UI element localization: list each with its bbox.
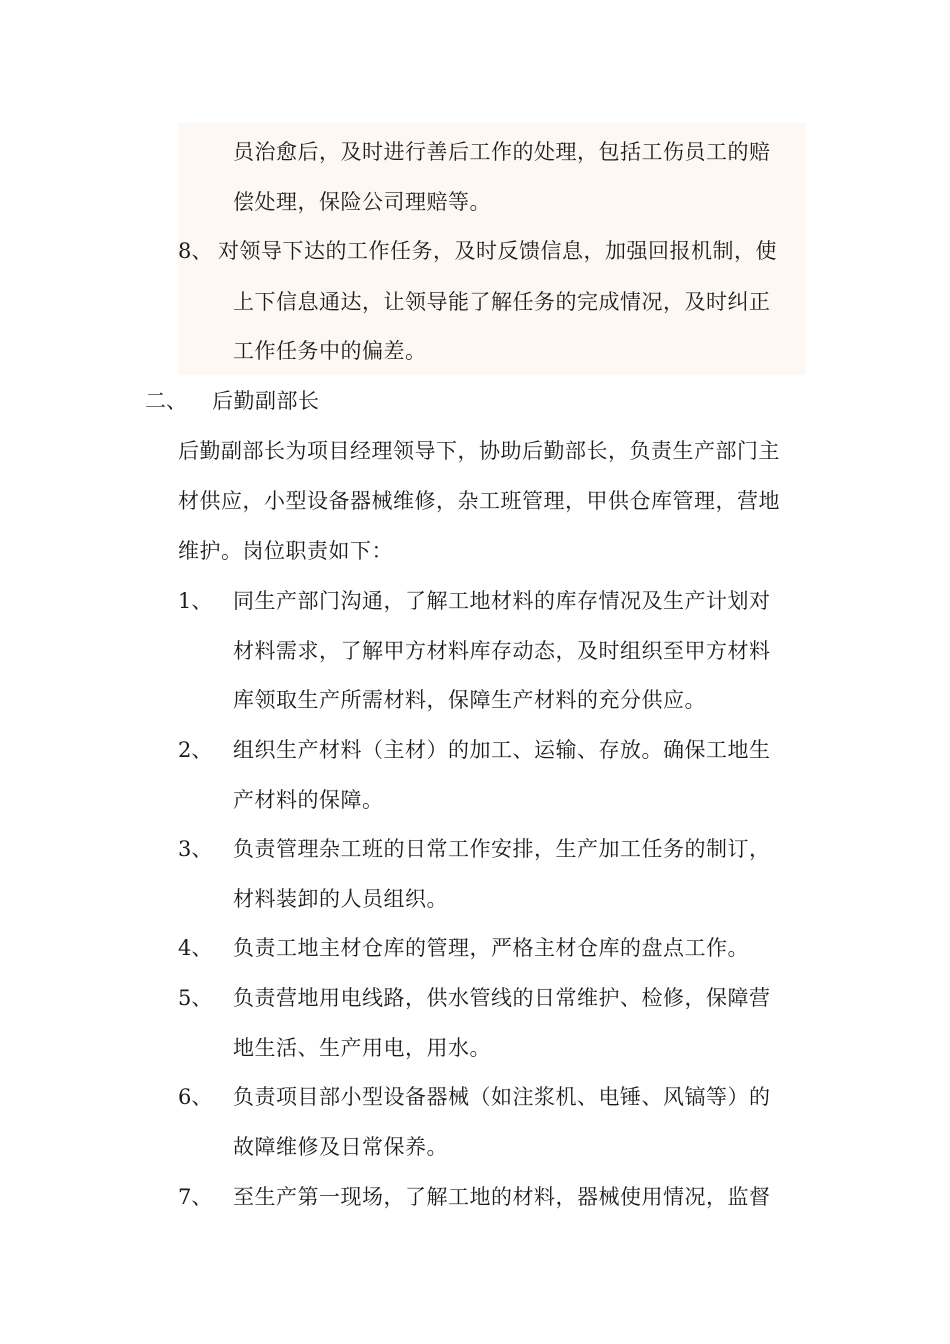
continuation-line-2: 偿处理，保险公司理赔等。 — [233, 190, 491, 214]
duty-1-number: 1、 — [178, 589, 213, 613]
duty-2-number: 2、 — [178, 738, 213, 762]
intro-line-1: 后勤副部长为项目经理领导下，协助后勤部长，负责生产部门主 — [178, 439, 780, 463]
continuation-line-1: 员治愈后，及时进行善后工作的处理，包括工伤员工的赔 — [233, 140, 771, 164]
item-8-line-3: 工作任务中的偏差。 — [233, 339, 427, 363]
duty-2-line-1: 组织生产材料（主材）的加工、运输、存放。确保工地生 — [233, 738, 771, 762]
duty-5-line-2: 地生活、生产用电，用水。 — [233, 1036, 491, 1060]
duty-1-line-3: 库领取生产所需材料，保障生产材料的充分供应。 — [233, 688, 706, 712]
duty-1-line-2: 材料需求，了解甲方材料库存动态，及时组织至甲方材料 — [233, 639, 771, 663]
intro-line-3: 维护。岗位职责如下： — [178, 539, 393, 563]
duty-2-line-2: 产材料的保障。 — [233, 788, 384, 812]
duty-6-number: 6、 — [178, 1085, 213, 1109]
item-8-number: 8、 — [178, 239, 213, 263]
duty-1-line-1: 同生产部门沟通，了解工地材料的库存情况及生产计划对 — [233, 589, 771, 613]
duty-6-line-2: 故障维修及日常保养。 — [233, 1135, 448, 1159]
intro-line-2: 材供应，小型设备器械维修，杂工班管理，甲供仓库管理，营地 — [178, 489, 780, 513]
duty-7-line-1: 至生产第一现场，了解工地的材料，器械使用情况，监督 — [233, 1185, 771, 1209]
section-2-title: 后勤副部长 — [212, 389, 320, 413]
item-8-line-1: 对领导下达的工作任务，及时反馈信息，加强回报机制，使 — [218, 239, 777, 263]
duty-6-line-1: 负责项目部小型设备器械（如注浆机、电锤、风镐等）的 — [233, 1085, 771, 1109]
duty-3-line-1: 负责管理杂工班的日常工作安排，生产加工任务的制订， — [233, 837, 771, 861]
duty-4-number: 4、 — [178, 936, 213, 960]
section-2-number: 二、 — [145, 389, 187, 413]
duty-4-line-1: 负责工地主材仓库的管理，严格主材仓库的盘点工作。 — [233, 936, 749, 960]
duty-5-number: 5、 — [178, 986, 213, 1010]
item-8-line-2: 上下信息通达，让领导能了解任务的完成情况，及时纠正 — [233, 290, 771, 314]
duty-7-number: 7、 — [178, 1185, 213, 1209]
duty-3-line-2: 材料装卸的人员组织。 — [233, 887, 448, 911]
duty-5-line-1: 负责营地用电线路，供水管线的日常维护、检修，保障营 — [233, 986, 771, 1010]
duty-3-number: 3、 — [178, 837, 213, 861]
